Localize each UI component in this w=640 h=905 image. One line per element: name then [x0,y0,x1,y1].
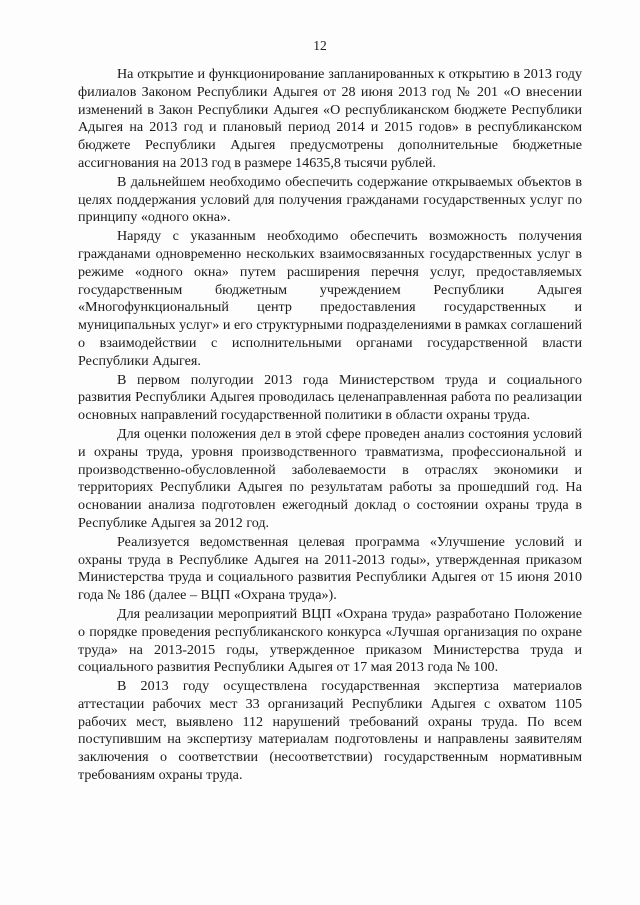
paragraph-branch-funding: На открытие и функционирование запланированных к открытию в 2013 году филиалов Законом Республики Адыгея от 28 июня 2013 год № 201 «О внесении изменений в Закон Республики Адыгея «О республиканском бюджете Республики Адыгея на 2013 год и плановый период 2014 и 2015 годов» в республиканском бюджете Республики Адыгея предусмотрены дополнительные бюджетные ассигнования на 2013 год в размере 14635,8 тысячи рублей. [78,66,582,171]
paragraph-one-window-maintenance: В дальнейшем необходимо обеспечить содержание открываемых объектов в целях поддержания условий для получения гражданами государственных услуг по принципу «одного окна». [78,173,582,226]
paragraph-competition-regulation: Для реализации мероприятий ВЦП «Охрана труда» разработано Положение о порядке проведения республиканского конкурса «Лучшая организация по охране труда» на 2013-2015 годы, утвержденное приказом Министерства труда и социального развития Республики Адыгея от 17 мая 2013 года № 100. [78,605,582,676]
body-text [78,66,582,785]
paragraph-state-expertise: В 2013 году осуществлена государственная экспертиза материалов аттестации рабочих мест 33 организаций Республики Адыгея с охватом 1105 рабочих мест, выявлено 112 нарушений требований охраны труда. По всем поступившим на экспертизу материалам подготовлены и направлены заявителям заключения о соответствии (несоответствии) государственным нормативным требованиям охраны труда. [78,678,582,784]
paragraph-target-program: Реализуется ведомственная целевая программа «Улучшение условий и охраны труда в Республике Адыгея на 2011-2013 годы», утвержденная приказом Министерства труда и социального развития Республики Адыгея от 15 июня 2010 года № 186 (далее – ВЦП «Охрана труда»). [78,533,582,604]
page-number: 12 [313,38,327,53]
paragraph-labor-ministry-work: В первом полугодии 2013 года Министерством труда и социального развития Республики Адыгея проводилась целенаправленная работа по реализации основных направлений государственной политики в области охраны труда. [78,371,582,424]
paragraph-multifunctional-center: Наряду с указанным необходимо обеспечить возможность получения гражданами одновременно нескольких взаимосвязанных государственных услуг в режиме «одного окна» путем расширения перечня услуг, предоставляемых государственным бюджетным учреждением Республики Адыгея «Многофункциональный центр предоставления государственных и муниципальных услуг» и его структурными подразделениями в рамках соглашений о взаимодействии с исполнительными органами государственной власти Республики Адыгея. [78,228,582,369]
paragraph-labor-conditions-analysis: Для оценки положения дел в этой сфере проведен анализ состояния условий и охраны труда, уровня производственного травматизма, профессиональной и производственно-обусловленной заболеваемости в отраслях экономики и территориях Республики Адыгея по результатам работы за прошедший год. На основании анализа подготовлен ежегодный доклад о состоянии охраны труда в Республике Адыгея за 2012 год. [78,425,582,531]
